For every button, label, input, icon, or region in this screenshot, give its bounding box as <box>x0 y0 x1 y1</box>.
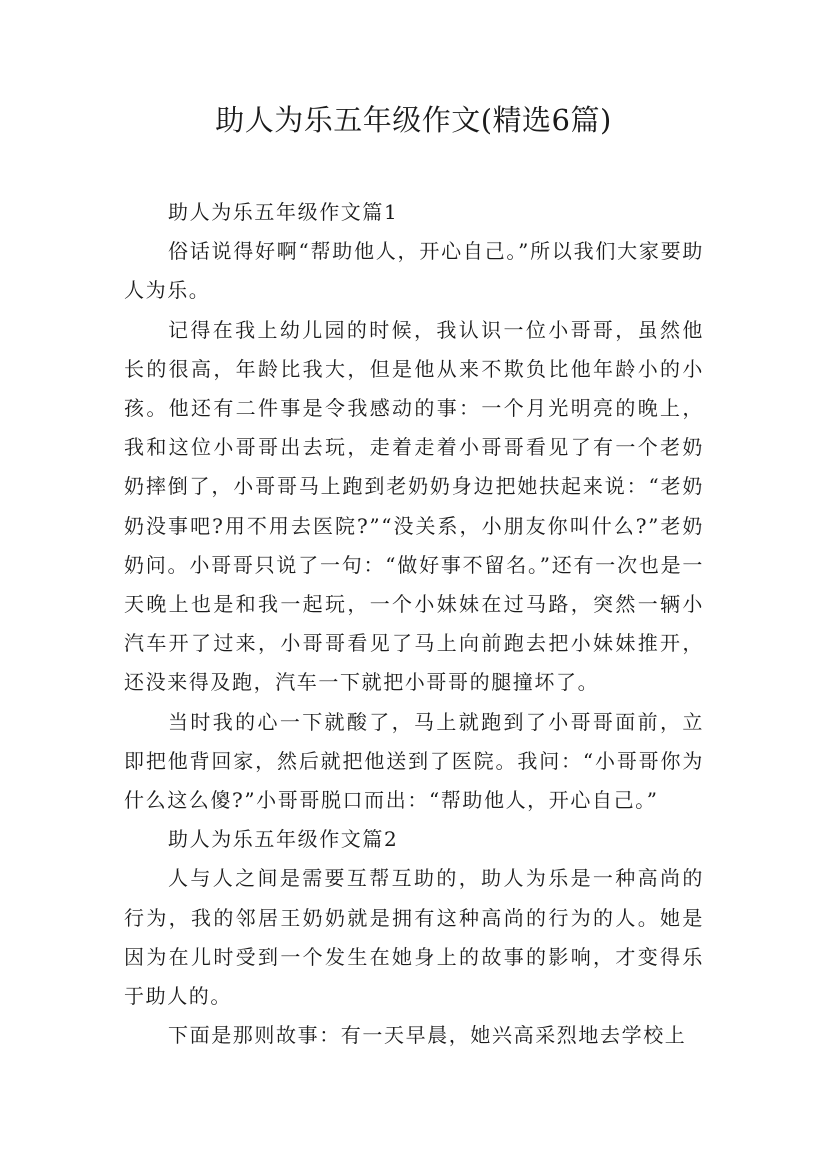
paragraph: 人与人之间是需要互帮互助的，助人为乐是一种高尚的行为，我的邻居王奶奶就是拥有这种高尚的行为的人。她是因为在儿时受到一个发生在她身上的故事的影响，才变得乐于助人的。 <box>124 866 704 1009</box>
paragraph: 下面是那则故事：有一天早晨，她兴高采烈地去学校上 <box>168 1023 687 1048</box>
section-heading-1: 助人为乐五年级作文篇1 <box>168 200 399 224</box>
section-heading-2: 助人为乐五年级作文篇2 <box>168 827 399 852</box>
paragraph: 记得在我上幼儿园的时候，我认识一位小哥哥，虽然他长的很高，年龄比我大，但是他从来不欺负比他年龄小的小孩。他还有二件事是令我感动的事：一个月光明亮的晚上，我和这位小哥哥出去玩，走着走着小哥哥看见了有一个老奶奶摔倒了，小哥哥马上跑到老奶奶身边把她扶起来说：“老奶奶没事吧?用不用去医院?”“没关系，小朋友你叫什么?”老奶奶问。小哥哥只说了一句：“做好事不留名。”还有一次也是一天晚上也是和我一起玩，一个小妹妹在过马路，突然一辆小汽车开了过来，小哥哥看见了马上向前跑去把小妹妹推开，还没来得及跑，汽车一下就把小哥哥的腿撞坏了。 <box>124 317 704 695</box>
document-body <box>124 193 704 1055</box>
paragraph: 俗话说得好啊“帮助他人，开心自己。”所以我们大家要助人为乐。 <box>124 239 704 303</box>
document-title: 助人为乐五年级作文(精选6篇) <box>215 103 612 137</box>
paragraph: 当时我的心一下就酸了，马上就跑到了小哥哥面前，立即把他背回家，然后就把他送到了医院。我问：“小哥哥你为什么这么傻?”小哥哥脱口而出：“帮助他人，开心自己。” <box>124 709 704 813</box>
